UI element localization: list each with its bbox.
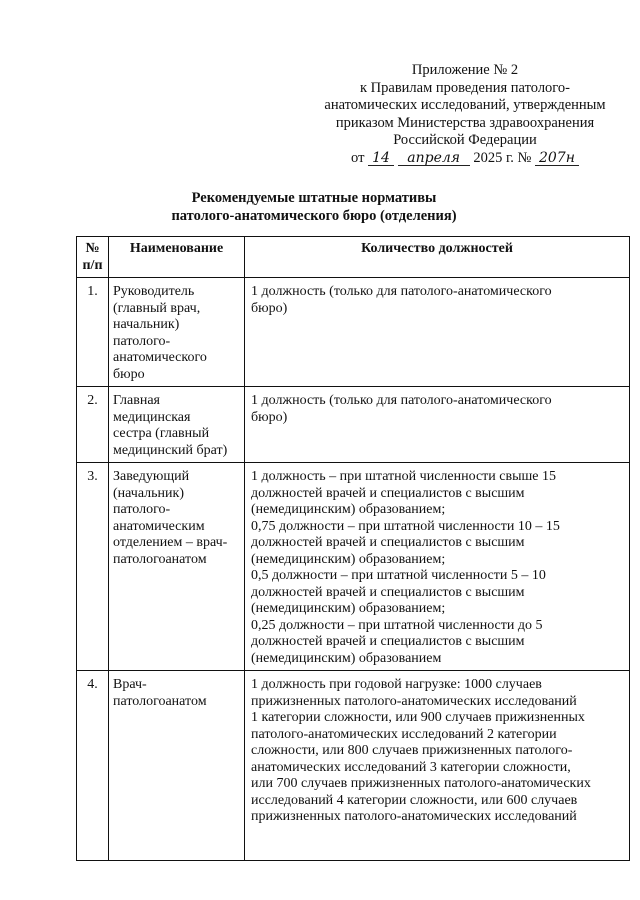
row-number: 3. [77, 463, 109, 671]
appendix-line: к Правилам проведения патолого- [360, 79, 570, 96]
table-row [77, 671, 630, 861]
position-name-line: Главная [113, 393, 160, 408]
title-line-2: патолого-анатомического бюро (отделения) [171, 207, 457, 224]
quantity-line: должностей врачей и специалистов с высшим [251, 485, 525, 501]
quantity-line: 1 должность при годовой нагрузке: 1000 случаев [251, 677, 542, 692]
quantity-line: должностей врачей и специалистов с высшим [251, 535, 525, 550]
position-quantity [245, 278, 630, 387]
handwritten-day: 14 [368, 151, 394, 166]
handwritten-order-number: 207н [535, 151, 579, 166]
appendix-header [300, 62, 630, 167]
position-name [109, 671, 245, 861]
row-number: 4. [77, 671, 109, 861]
position-name [109, 387, 245, 463]
position-name-line: Врач- [113, 677, 147, 692]
header-name: Наименование [109, 237, 245, 278]
document-title [0, 190, 640, 225]
row-number: 2. [77, 387, 109, 463]
quantity-line: сложности, или 800 случаев прижизненных патолого- [251, 743, 573, 758]
quantity-line: (немедицинским) образованием; [251, 502, 446, 517]
quantity-line: прижизненных патолого-анатомических исследований [251, 809, 577, 824]
position-name [109, 278, 245, 387]
quantity-line: или 700 случаев прижизненных патолого-анатомических [251, 776, 591, 791]
position-name-line: (начальник) [113, 485, 185, 501]
quantity-line: 1 должность (только для патолого-анатомического [251, 284, 552, 299]
date-year: 2025 г. № [473, 149, 532, 166]
quantity-line: бюро) [251, 300, 288, 316]
table-row [77, 463, 630, 671]
position-name-line: отделением – врач- [113, 535, 228, 550]
quantity-line: (немедицинским) образованием; [251, 601, 446, 616]
position-quantity [245, 671, 630, 861]
position-quantity [245, 387, 630, 463]
quantity-line: 1 категории сложности, или 900 случаев прижизненных [251, 710, 585, 725]
quantity-line: должностей врачей и специалистов с высшим [251, 584, 525, 600]
position-name-line: патологоанатом [113, 693, 207, 709]
quantity-line: 0,5 должности – при штатной численности 5 – 10 [251, 568, 546, 583]
position-name [109, 463, 245, 671]
position-name-line: начальник) [113, 317, 180, 332]
title-line-1: Рекомендуемые штатные нормативы [191, 190, 437, 206]
handwritten-month: апреля [398, 151, 470, 166]
quantity-line: должностей врачей и специалистов с высшим [251, 634, 525, 649]
position-name-line: анатомическим [113, 518, 205, 534]
appendix-line: Российской Федерации [393, 132, 537, 148]
header-num: № п/п [77, 237, 109, 278]
quantity-line: (немедицинским) образованием; [251, 551, 446, 567]
position-name-line: медицинская [113, 409, 191, 425]
appendix-line: анатомических исследований, утвержденным [324, 97, 606, 113]
position-name-line: патолого- [113, 333, 171, 349]
position-name-line: Руководитель [113, 284, 195, 299]
quantity-line: (немедицинским) образованием [251, 650, 442, 666]
quantity-line: бюро) [251, 409, 288, 425]
position-name-line: патолого- [113, 502, 171, 517]
quantity-line: анатомических исследований 3 категории сложности, [251, 759, 571, 775]
date-prefix: от [351, 149, 365, 166]
quantity-line: исследований 4 категории сложности, или 600 случаев [251, 792, 578, 808]
table-row [77, 387, 630, 463]
position-name-line: бюро [113, 366, 145, 382]
quantity-line: 1 должность (только для патолого-анатомического [251, 393, 552, 408]
quantity-line: 1 должность – при штатной численности свыше 15 [251, 469, 556, 484]
table-row [77, 278, 630, 387]
position-name-line: (главный врач, [113, 300, 201, 316]
appendix-line: приказом Министерства здравоохранения [335, 114, 595, 131]
staffing-table [76, 236, 630, 861]
quantity-line: прижизненных патолого-анатомических исследований [251, 693, 577, 709]
header-quantity: Количество должностей [245, 237, 630, 278]
quantity-line: 0,25 должности – при штатной численности до 5 [251, 617, 543, 633]
position-name-line: сестра (главный [113, 426, 210, 441]
order-date-line [300, 150, 630, 168]
table-body [77, 278, 630, 861]
position-name-line: медицинский брат) [113, 442, 228, 458]
quantity-line: 0,75 должности – при штатной численности 10 – 15 [251, 518, 560, 534]
position-quantity [245, 463, 630, 671]
position-name-line: патологоанатом [113, 551, 207, 567]
table-header-row [77, 237, 630, 278]
row-number: 1. [77, 278, 109, 387]
position-name-line: анатомического [113, 350, 207, 365]
position-name-line: Заведующий [113, 469, 190, 484]
appendix-line: Приложение № 2 [411, 62, 519, 78]
quantity-line: патолого-анатомических исследований 2 категории [251, 726, 557, 742]
